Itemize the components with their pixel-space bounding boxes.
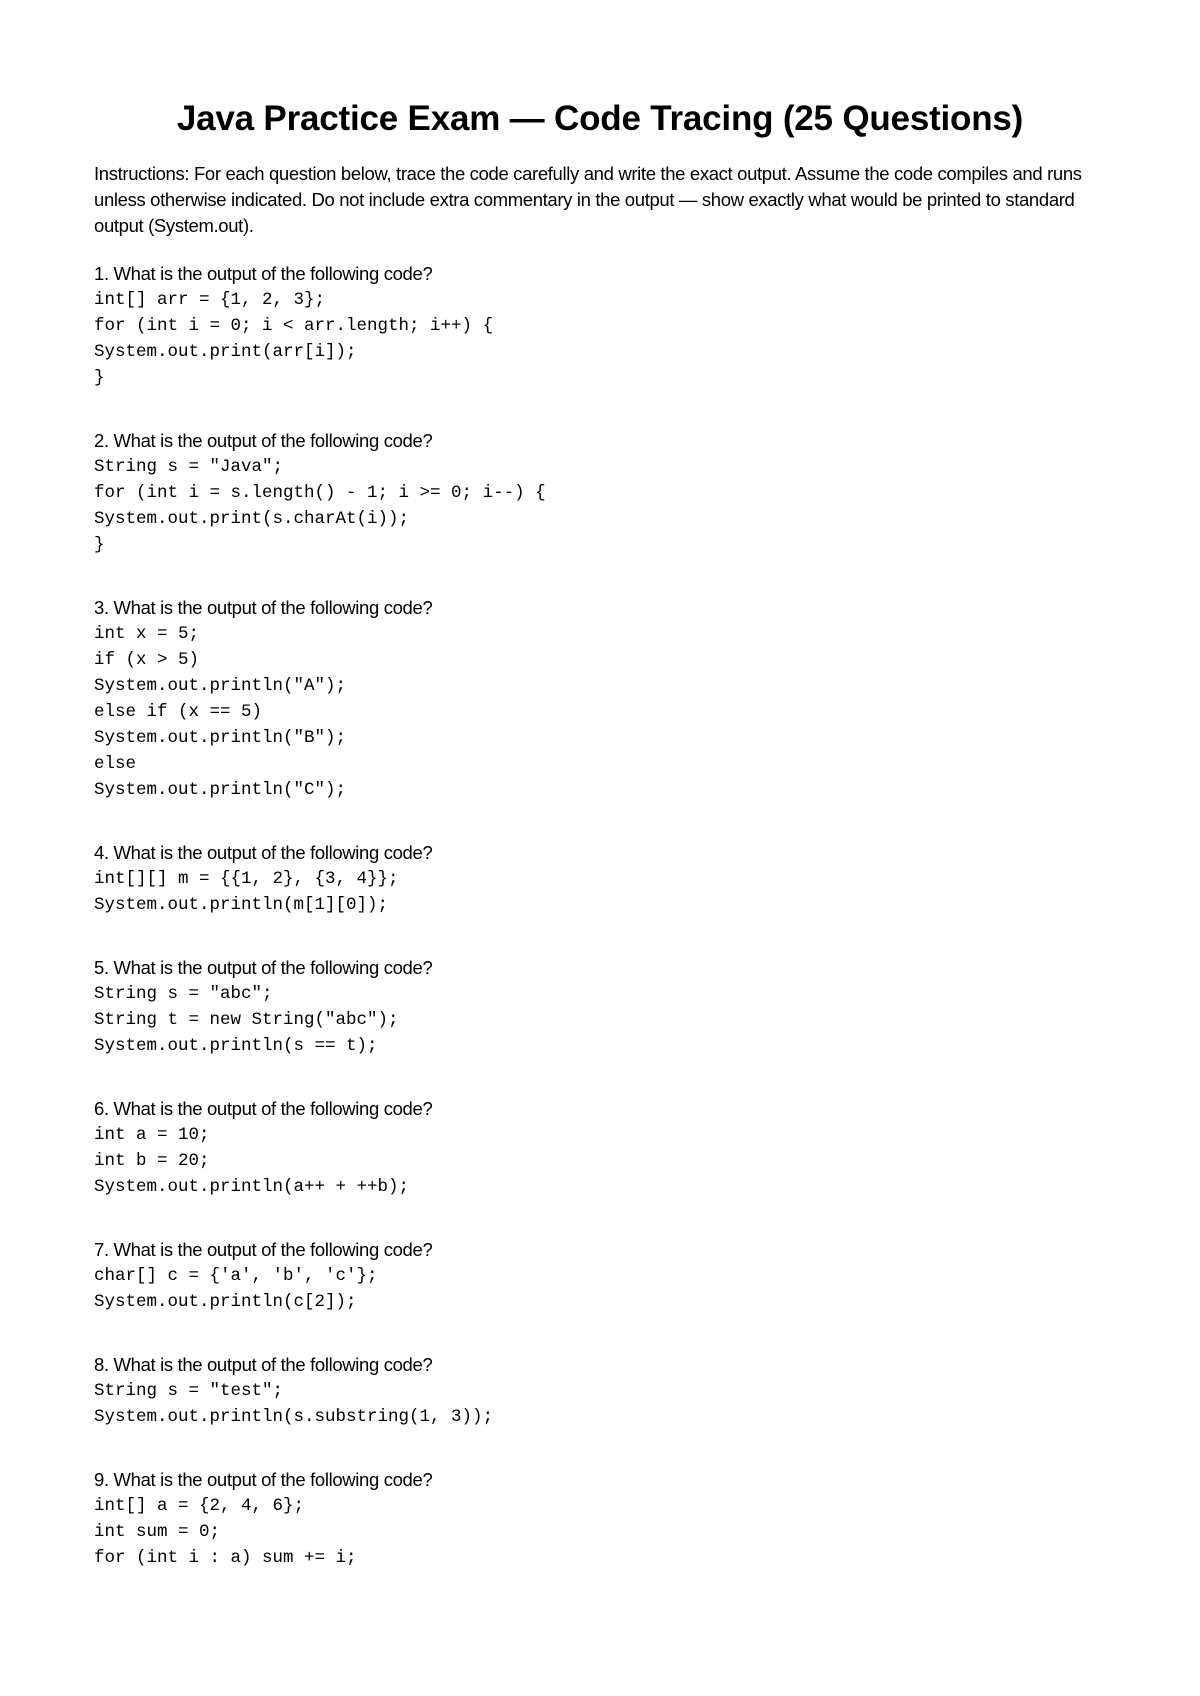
code-line: for (int i = s.length() - 1; i >= 0; i--) { bbox=[94, 483, 546, 503]
code-line: System.out.println(s.substring(1, 3)); bbox=[94, 1407, 494, 1427]
question-spacer bbox=[94, 803, 1106, 840]
question-prompt: 1. What is the output of the following code? bbox=[94, 263, 433, 284]
question-block bbox=[94, 428, 1106, 558]
question-block bbox=[94, 595, 1106, 803]
code-line: for (int i : a) sum += i; bbox=[94, 1548, 357, 1568]
code-line: } bbox=[94, 535, 105, 555]
code-line: int[] arr = {1, 2, 3}; bbox=[94, 290, 326, 310]
instructions-paragraph: Instructions: For each question below, trace the code carefully and write the exact output. Assume the code compiles and runs unless otherwise indicated. Do not include extra commentary in the output — show exactly what would be printed to standard output (System.out). bbox=[94, 163, 1082, 236]
code-line: int b = 20; bbox=[94, 1151, 210, 1171]
code-line: String s = "test"; bbox=[94, 1381, 284, 1401]
question-block bbox=[94, 261, 1106, 391]
code-line: System.out.print(s.charAt(i)); bbox=[94, 509, 410, 529]
question-block bbox=[94, 1237, 1106, 1315]
code-line: String t = new String("abc"); bbox=[94, 1010, 399, 1030]
question-spacer bbox=[94, 1430, 1106, 1467]
question-prompt: 8. What is the output of the following code? bbox=[94, 1354, 433, 1375]
code-line: System.out.println(a++ + ++b); bbox=[94, 1177, 410, 1197]
question-spacer bbox=[94, 558, 1106, 595]
code-line: System.out.println("A"); bbox=[94, 676, 347, 696]
question-block bbox=[94, 1352, 1106, 1430]
code-line: int x = 5; bbox=[94, 624, 200, 644]
question-prompt: 9. What is the output of the following code? bbox=[94, 1469, 433, 1490]
question-block bbox=[94, 955, 1106, 1059]
question-block bbox=[94, 1096, 1106, 1200]
code-line: } bbox=[94, 368, 105, 388]
question-block bbox=[94, 840, 1106, 918]
code-line: System.out.println(c[2]); bbox=[94, 1292, 357, 1312]
question-spacer bbox=[94, 391, 1106, 428]
code-line: System.out.println(m[1][0]); bbox=[94, 895, 389, 915]
code-line: int[] a = {2, 4, 6}; bbox=[94, 1496, 305, 1516]
code-line: String s = "Java"; bbox=[94, 457, 284, 477]
code-line: int sum = 0; bbox=[94, 1522, 221, 1542]
question-prompt: 7. What is the output of the following code? bbox=[94, 1239, 433, 1260]
code-line: int[][] m = {{1, 2}, {3, 4}}; bbox=[94, 869, 399, 889]
code-line: for (int i = 0; i < arr.length; i++) { bbox=[94, 316, 494, 336]
question-spacer bbox=[94, 918, 1106, 955]
question-prompt: 5. What is the output of the following code? bbox=[94, 957, 433, 978]
exam-title: Java Practice Exam — Code Tracing (25 Questions) bbox=[176, 99, 1024, 138]
code-line: else bbox=[94, 754, 137, 774]
question-spacer bbox=[94, 1200, 1106, 1237]
question-prompt: 2. What is the output of the following code? bbox=[94, 430, 433, 451]
question-spacer bbox=[94, 1059, 1106, 1096]
question-prompt: 4. What is the output of the following code? bbox=[94, 842, 433, 863]
question-list bbox=[94, 261, 1106, 1571]
code-line: System.out.println("C"); bbox=[94, 780, 347, 800]
code-line: if (x > 5) bbox=[94, 650, 200, 670]
code-line: System.out.print(arr[i]); bbox=[94, 342, 357, 362]
code-line: String s = "abc"; bbox=[94, 984, 273, 1004]
code-line: System.out.println(s == t); bbox=[94, 1036, 378, 1056]
code-line: int a = 10; bbox=[94, 1125, 210, 1145]
code-line: char[] c = {'a', 'b', 'c'}; bbox=[94, 1266, 378, 1286]
code-line: System.out.println("B"); bbox=[94, 728, 347, 748]
question-block bbox=[94, 1467, 1106, 1571]
question-prompt: 6. What is the output of the following code? bbox=[94, 1098, 433, 1119]
question-prompt: 3. What is the output of the following code? bbox=[94, 597, 433, 618]
code-line: else if (x == 5) bbox=[94, 702, 263, 722]
question-spacer bbox=[94, 1315, 1106, 1352]
